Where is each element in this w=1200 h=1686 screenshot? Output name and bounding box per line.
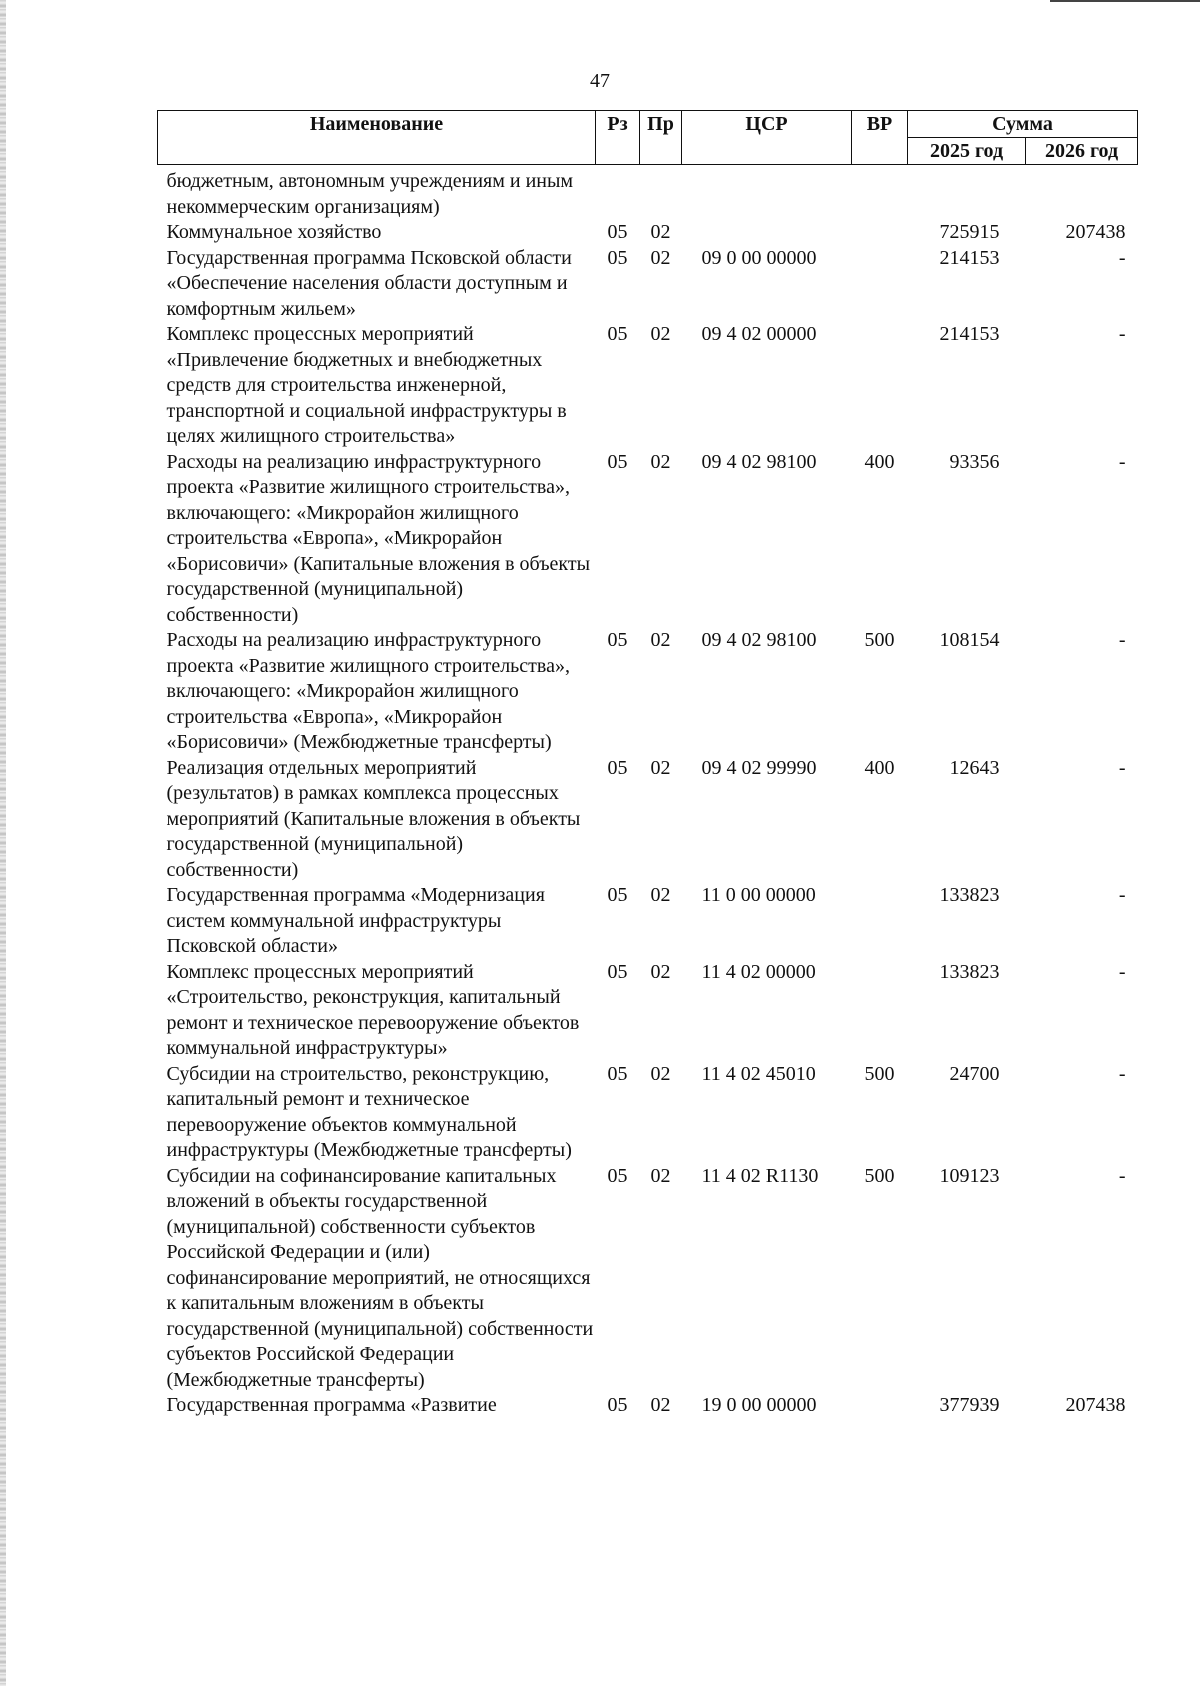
row-sum-2026: - xyxy=(1118,323,1126,345)
row-sum-2025: 214153 xyxy=(939,246,1000,269)
row-sum-2025: 377939 xyxy=(939,1394,1000,1416)
row-sum-2026: - xyxy=(1118,756,1126,779)
row-csr: 11 0 00 00000 xyxy=(701,884,816,906)
row-pr: 02 xyxy=(650,1164,671,1187)
row-sum-2025: 725915 xyxy=(939,221,1000,243)
table-row xyxy=(158,1164,1138,1394)
row-rz: 05 xyxy=(607,1394,628,1416)
row-vr xyxy=(852,322,908,450)
row-name: Субсидии на софинансирование капитальных вложений в объекты государственной (муниципальной) собственности субъектов Российской Федерации и (или) софинансирование мероприятий, не относящихся к капитальным вложениям в объекты государственной (муниципальной) собственности субъектов Российской Федерации (Межбюджетные трансферты) xyxy=(166,1164,594,1391)
row-rz: 05 xyxy=(607,1062,628,1085)
row-sum-2026 xyxy=(1026,165,1138,221)
row-sum-2026: - xyxy=(1118,1062,1126,1085)
row-sum-2025 xyxy=(908,165,1026,221)
row-vr xyxy=(852,220,908,246)
table-row xyxy=(158,883,1138,960)
row-rz: 05 xyxy=(607,756,628,779)
row-sum-2025: 12643 xyxy=(949,756,1000,779)
row-name: Расходы на реализацию инфраструктурного проекта «Развитие жилищного строительства», включающего: «Микрорайон жилищного строительства «Европа», «Микрорайон «Борисовичи» (Межбюджетные трансферты) xyxy=(166,629,570,753)
row-csr: 11 4 02 45010 xyxy=(701,1062,816,1085)
table-row xyxy=(158,220,1138,246)
row-name: Субсидии на строительство, реконструкцию, капитальный ремонт и техническое перевооружение объектов коммунальной инфраструктуры (Межбюджетные трансферты) xyxy=(166,1062,572,1161)
table-row xyxy=(158,960,1138,1062)
scan-edge-top xyxy=(1050,0,1200,2)
row-pr: 02 xyxy=(650,960,671,983)
row-sum-2025: 24700 xyxy=(949,1062,1000,1085)
row-sum-2025: 214153 xyxy=(939,323,1000,345)
row-rz: 05 xyxy=(607,1164,628,1187)
row-csr: 11 4 02 00000 xyxy=(701,960,816,983)
row-csr xyxy=(682,165,852,221)
page-number: 47 xyxy=(590,70,610,92)
header-name: Наименование xyxy=(158,111,596,165)
header-vr: ВР xyxy=(852,111,908,165)
header-csr: ЦСР xyxy=(682,111,852,165)
table-row xyxy=(158,165,1138,221)
header-sum: Сумма xyxy=(908,111,1138,138)
row-name: Расходы на реализацию инфраструктурного проекта «Развитие жилищного строительства», включающего: «Микрорайон жилищного строительства «Европа», «Микрорайон «Борисовичи» (Капитальные вложения в объекты государственной (муниципальной) собственности) xyxy=(166,450,591,626)
table-row xyxy=(158,1393,1138,1419)
table-row xyxy=(158,322,1138,450)
row-name: Реализация отдельных мероприятий (результатов) в рамках комплекса процессных мероприятий (Капитальные вложения в объекты государственной (муниципальной) собственности) xyxy=(166,756,581,881)
row-vr xyxy=(852,165,908,221)
row-pr xyxy=(640,165,682,221)
row-rz: 05 xyxy=(607,221,628,243)
row-pr: 02 xyxy=(650,884,671,906)
row-sum-2025: 133823 xyxy=(939,960,1000,983)
row-pr: 02 xyxy=(650,629,671,651)
row-sum-2026: - xyxy=(1118,960,1126,983)
row-rz: 05 xyxy=(607,246,628,269)
table-header xyxy=(158,111,1138,165)
header-year-2026: 2026 год xyxy=(1026,138,1138,165)
row-rz xyxy=(596,165,640,221)
table-row xyxy=(158,246,1138,323)
table-row xyxy=(158,1062,1138,1164)
row-rz: 05 xyxy=(607,960,628,983)
row-csr: 11 4 02 R1130 xyxy=(701,1164,819,1187)
row-vr: 500 xyxy=(864,1164,895,1187)
row-vr: 500 xyxy=(864,1062,895,1085)
row-vr xyxy=(852,960,908,1062)
row-name: Государственная программа «Развитие xyxy=(166,1394,497,1416)
row-pr: 02 xyxy=(650,323,671,345)
row-pr: 02 xyxy=(650,221,671,243)
row-vr xyxy=(852,883,908,960)
row-csr: 09 4 02 00000 xyxy=(701,323,817,345)
row-sum-2026: - xyxy=(1118,884,1126,906)
row-rz: 05 xyxy=(607,884,628,906)
row-sum-2025: 108154 xyxy=(939,629,1000,651)
row-pr: 02 xyxy=(650,1394,671,1416)
row-sum-2025: 109123 xyxy=(939,1164,1000,1187)
row-name: Комплекс процессных мероприятий «Строительство, реконструкция, капитальный ремонт и техническое перевооружение объектов коммунальной инфраструктуры» xyxy=(166,960,580,1059)
table-row xyxy=(158,756,1138,884)
row-rz: 05 xyxy=(607,450,628,473)
row-csr xyxy=(682,220,852,246)
row-csr: 19 0 00 00000 xyxy=(701,1394,817,1416)
row-csr: 09 4 02 98100 xyxy=(701,629,817,651)
table-row xyxy=(158,628,1138,756)
row-name: Комплекс процессных мероприятий «Привлечение бюджетных и внебюджетных средств для строительства инженерной, транспортной и социальной инфраструктуры в целях жилищного строительства» xyxy=(166,323,567,447)
row-vr xyxy=(852,1393,908,1419)
table-row xyxy=(158,450,1138,629)
row-sum-2026: - xyxy=(1118,246,1126,269)
row-csr: 09 4 02 98100 xyxy=(701,450,817,473)
row-vr xyxy=(852,246,908,323)
row-name: Коммунальное хозяйство xyxy=(166,221,382,243)
scan-edge-left xyxy=(0,0,6,1686)
row-pr: 02 xyxy=(650,246,671,269)
row-pr: 02 xyxy=(650,450,671,473)
row-name: Государственная программа Псковской области «Обеспечение населения области доступным и комфортным жильем» xyxy=(166,246,572,320)
row-rz: 05 xyxy=(607,323,628,345)
row-vr: 400 xyxy=(864,756,895,779)
row-sum-2026: - xyxy=(1118,1164,1126,1187)
header-rz: Рз xyxy=(596,111,640,165)
row-sum-2025: 93356 xyxy=(949,450,1000,473)
header-pr: Пр xyxy=(640,111,682,165)
row-csr: 09 0 00 00000 xyxy=(701,246,817,269)
row-vr: 400 xyxy=(864,450,895,473)
table-body xyxy=(158,165,1138,1419)
row-name: Государственная программа «Модернизация систем коммунальной инфраструктуры Псковской области» xyxy=(166,884,545,957)
row-name: бюджетным, автономным учреждениям и иным некоммерческим организациям) xyxy=(166,170,574,218)
row-pr: 02 xyxy=(650,1062,671,1085)
row-rz: 05 xyxy=(607,629,628,651)
row-sum-2026: - xyxy=(1118,629,1126,651)
row-sum-2025: 133823 xyxy=(939,884,1000,906)
row-pr: 02 xyxy=(650,756,671,779)
row-sum-2026: 207438 xyxy=(1065,1394,1126,1416)
row-csr: 09 4 02 99990 xyxy=(701,756,817,779)
row-sum-2026: 207438 xyxy=(1065,221,1126,243)
header-year-2025: 2025 год xyxy=(908,138,1026,165)
budget-table xyxy=(157,110,1138,1419)
row-sum-2026: - xyxy=(1118,450,1126,473)
row-vr: 500 xyxy=(864,629,895,651)
